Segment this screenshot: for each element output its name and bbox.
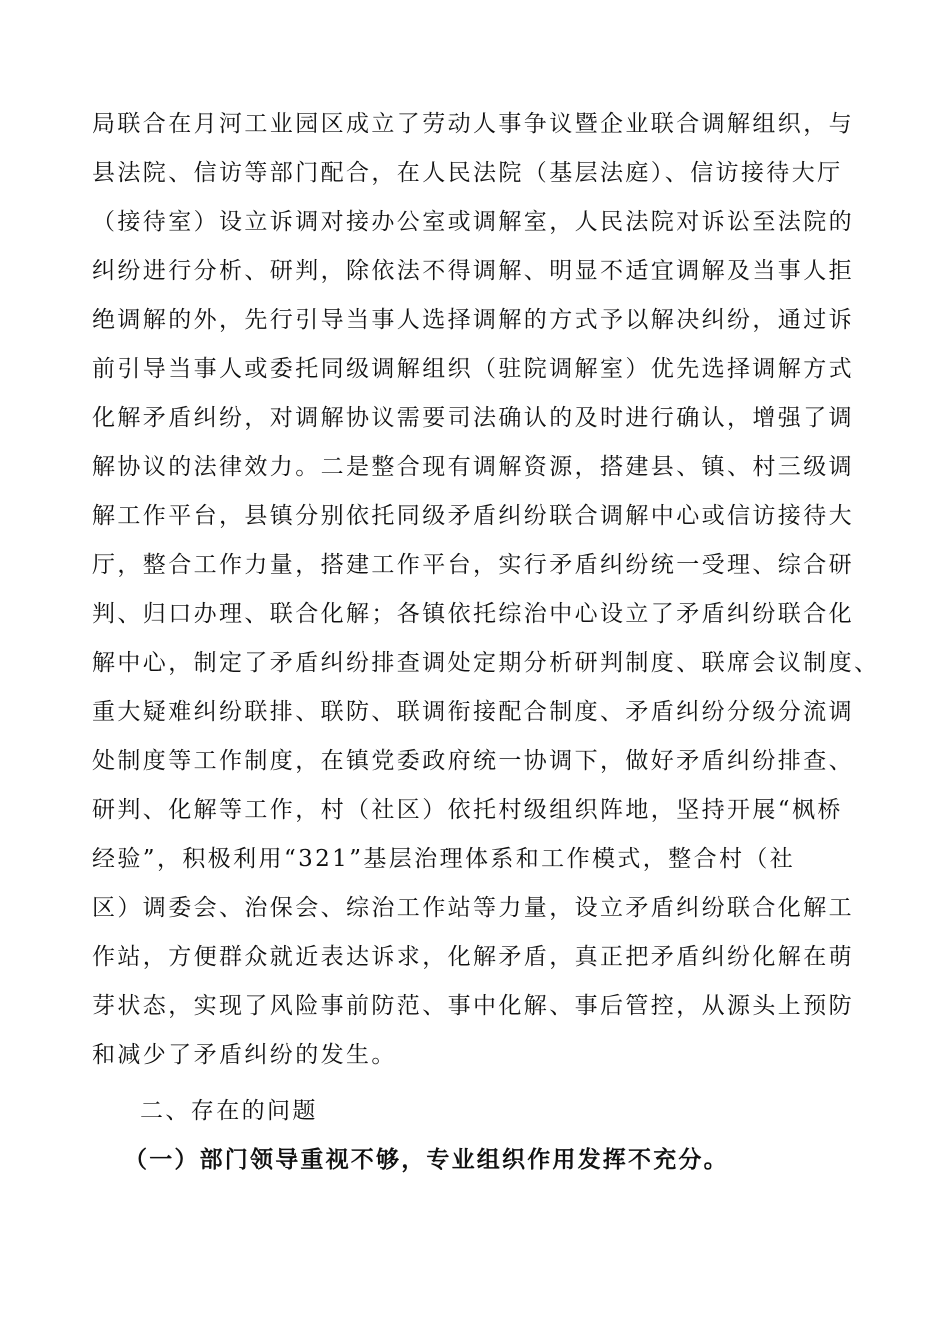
paragraph-line: 处制度等工作制度，在镇党委政府统一协调下，做好矛盾纠纷排查、 xyxy=(92,748,854,774)
paragraph-line: （接待室）设立诉调对接办公室或调解室，人民法院对诉讼至法院的 xyxy=(92,209,854,235)
paragraph-line: 绝调解的外，先行引导当事人选择调解的方式予以解决纠纷，通过诉 xyxy=(92,307,854,333)
paragraph-line: 厅，整合工作力量，搭建工作平台，实行矛盾纠纷统一受理、综合研 xyxy=(92,552,854,578)
paragraph-line: 作站，方便群众就近表达诉求，化解矛盾，真正把矛盾纠纷化解在萌 xyxy=(92,944,854,970)
paragraph-line: 判、归口办理、联合化解；各镇依托综治中心设立了矛盾纠纷联合化 xyxy=(92,601,854,627)
paragraph-line: 局联合在月河工业园区成立了劳动人事争议暨企业联合调解组织，与 xyxy=(92,111,854,137)
paragraph-line: 解工作平台，县镇分别依托同级矛盾纠纷联合调解中心或信访接待大 xyxy=(92,503,854,529)
subsection-heading: （一）部门领导重视不够，专业组织作用发挥不充分。 xyxy=(124,1147,729,1173)
paragraph-line: 县法院、信访等部门配合，在人民法院（基层法庭）、信访接待大厅 xyxy=(92,160,843,186)
paragraph-line: 和减少了矛盾纠纷的发生。 xyxy=(92,1042,397,1068)
paragraph-line: 研判、化解等工作，村（社区）依托村级组织阵地，坚持开展“枫桥 xyxy=(92,797,843,823)
paragraph-line: 纠纷进行分析、研判，除依法不得调解、明显不适宜调解及当事人拒 xyxy=(92,258,854,284)
paragraph-line: 前引导当事人或委托同级调解组织（驻院调解室）优先选择调解方式 xyxy=(92,356,854,382)
paragraph-line: 芽状态，实现了风险事前防范、事中化解、事后管控，从源头上预防 xyxy=(92,993,854,1019)
paragraph-line: 解协议的法律效力。二是整合现有调解资源，搭建县、镇、村三级调 xyxy=(92,454,854,480)
paragraph-line: 区）调委会、治保会、综治工作站等力量，设立矛盾纠纷联合化解工 xyxy=(92,895,854,921)
paragraph-line: 化解矛盾纠纷，对调解协议需要司法确认的及时进行确认，增强了调 xyxy=(92,405,854,431)
section-heading: 二、存在的问题 xyxy=(140,1098,318,1124)
paragraph-line: 经验”，积极利用“321”基层治理体系和工作模式，整合村（社 xyxy=(92,846,796,872)
paragraph-line: 解中心，制定了矛盾纠纷排查调处定期分析研判制度、联席会议制度、 xyxy=(92,650,880,676)
paragraph-line: 重大疑难纠纷联排、联防、联调衔接配合制度、矛盾纠纷分级分流调 xyxy=(92,699,854,725)
